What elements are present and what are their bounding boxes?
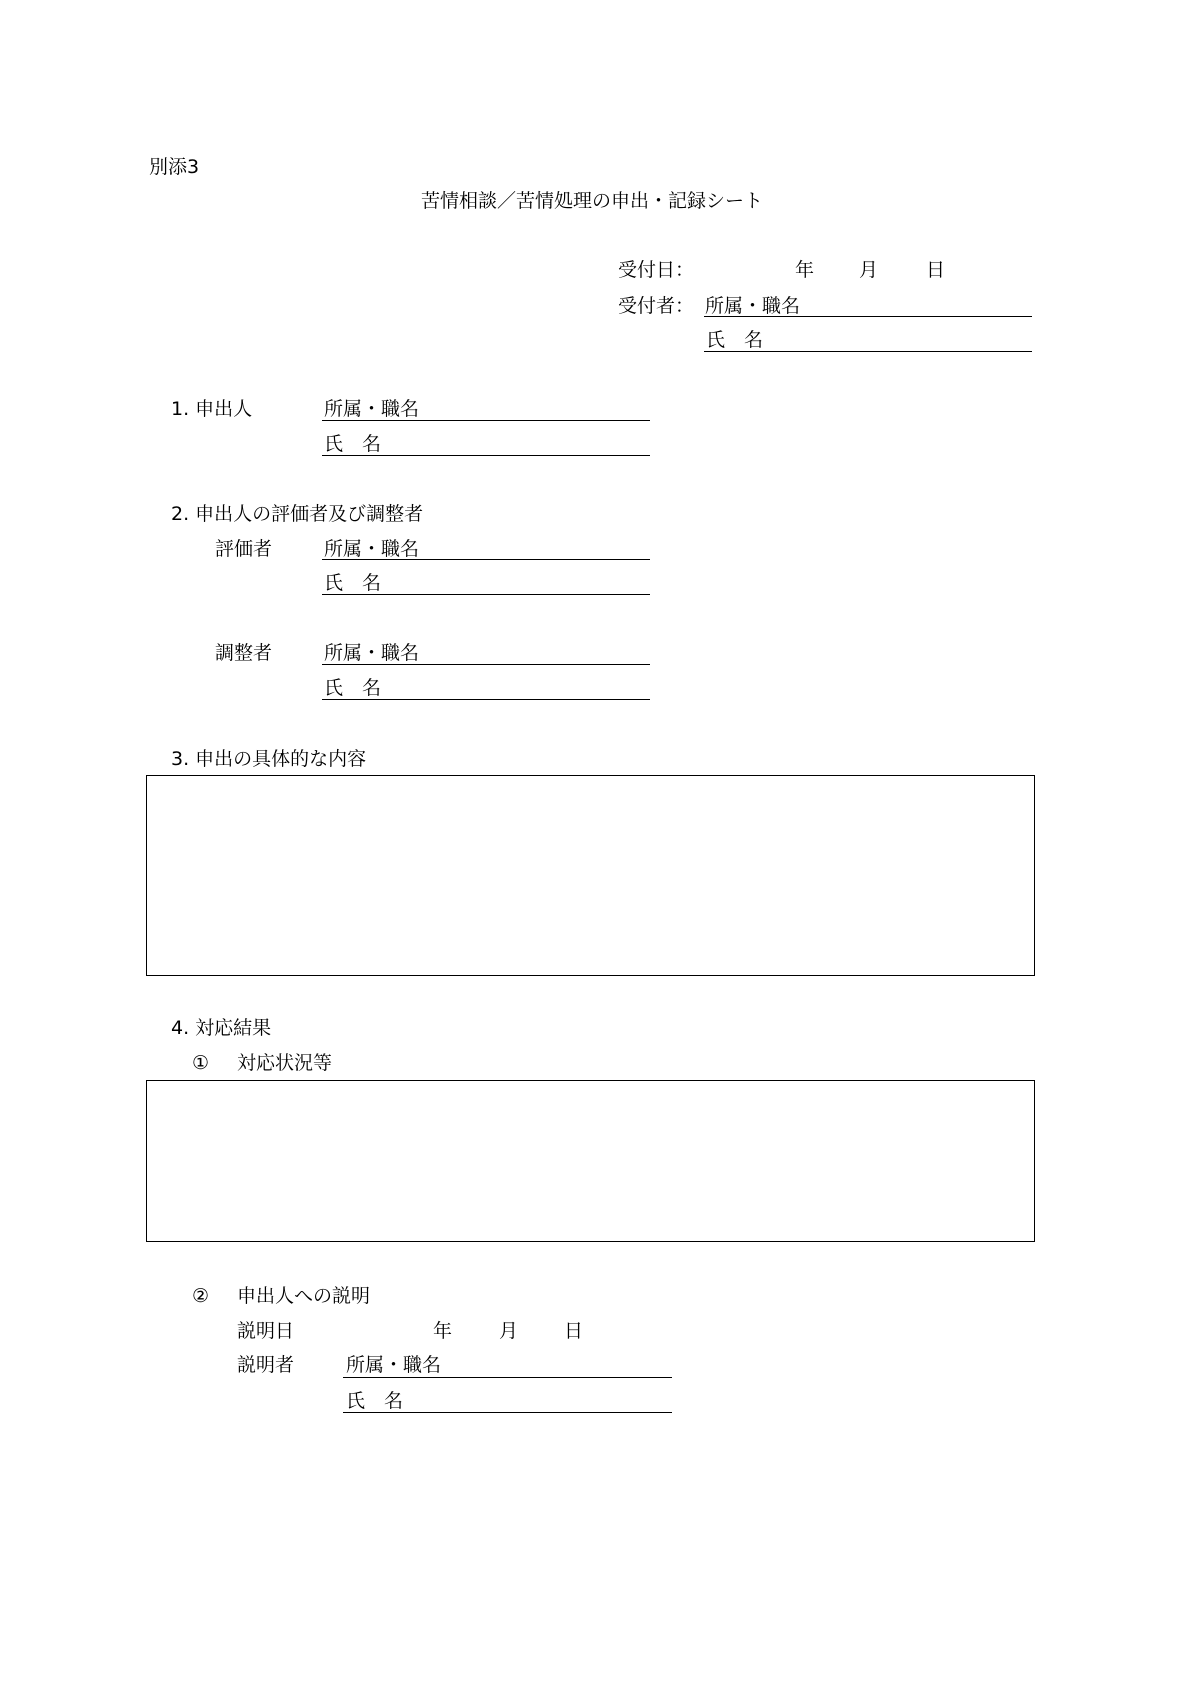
explainer-label: 説明者 [237, 1354, 295, 1376]
receiver-name-field[interactable] [704, 351, 1032, 352]
section3-heading: 3. 申出の具体的な内容 [171, 748, 367, 770]
explainer-name-field[interactable] [343, 1412, 672, 1413]
reception-day-label: 日 [926, 259, 946, 281]
explainer-affiliation-label: 所属・職名 [346, 1354, 442, 1376]
explain-year-label: 年 [433, 1320, 453, 1342]
explain-month-label: 月 [499, 1320, 519, 1342]
explain-date-label: 説明日 [237, 1320, 295, 1342]
sub1-number: ① [192, 1052, 210, 1074]
receiver-affiliation-field[interactable] [704, 316, 1032, 317]
applicant-affiliation-label: 所属・職名 [324, 398, 420, 420]
response-status-box[interactable] [146, 1080, 1035, 1242]
sub2-number: ② [192, 1285, 210, 1307]
applicant-name-field[interactable] [322, 455, 650, 456]
coordinator-name-field[interactable] [322, 699, 650, 700]
evaluator-name-label: 氏 名 [324, 572, 382, 594]
coordinator-affiliation-label: 所属・職名 [324, 642, 420, 664]
applicant-affiliation-field[interactable] [322, 420, 650, 421]
section1-heading: 1. 申出人 [171, 398, 253, 420]
explain-day-label: 日 [564, 1320, 584, 1342]
evaluator-name-field[interactable] [322, 594, 650, 595]
complaint-content-box[interactable] [146, 775, 1035, 976]
receiver-name-label: 氏 名 [706, 329, 764, 351]
reception-month-label: 月 [859, 259, 879, 281]
explainer-affiliation-field[interactable] [343, 1377, 672, 1378]
evaluator-affiliation-label: 所属・職名 [324, 538, 420, 560]
coordinator-affiliation-field[interactable] [322, 664, 650, 665]
section4-heading: 4. 対応結果 [171, 1017, 272, 1039]
evaluator-affiliation-field[interactable] [322, 559, 650, 560]
applicant-name-label: 氏 名 [324, 433, 382, 455]
attachment-label: 別添3 [149, 156, 200, 178]
section2-heading: 2. 申出人の評価者及び調整者 [171, 503, 424, 525]
coordinator-name-label: 氏 名 [324, 677, 382, 699]
explainer-name-label: 氏 名 [346, 1390, 404, 1412]
reception-year-label: 年 [795, 259, 815, 281]
reception-date-label: 受付日： [618, 259, 695, 281]
receiver-affiliation-label: 所属・職名 [705, 295, 801, 317]
document-title: 苦情相談／苦情処理の申出・記録シート [420, 190, 763, 212]
sub2-label: 申出人への説明 [237, 1285, 371, 1307]
evaluator-label: 評価者 [215, 538, 273, 560]
receiver-label: 受付者： [618, 295, 695, 317]
sub1-label: 対応状況等 [237, 1052, 333, 1074]
coordinator-label: 調整者 [215, 642, 273, 664]
